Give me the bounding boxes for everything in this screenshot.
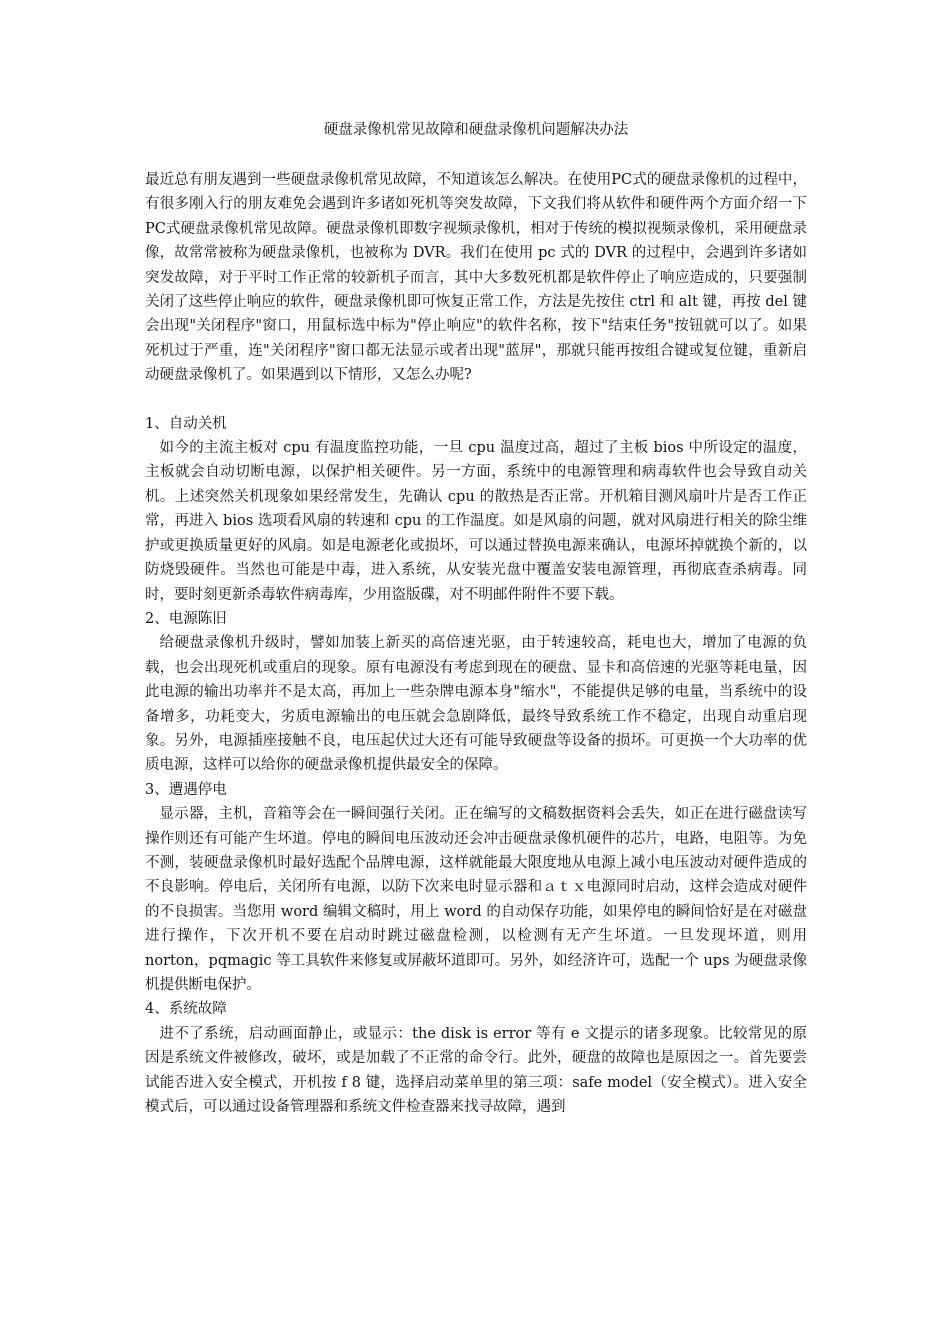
section-heading: 3、遭遇停电 bbox=[145, 781, 227, 798]
section-power-outage bbox=[145, 778, 807, 998]
section-heading: 1、自动关机 bbox=[145, 415, 227, 432]
section-body: 显示器，主机，音箱等会在一瞬间强行关闭。正在编写的文稿数据资料会丢失，如正在进行磁盘读写操作则还有可能产生坏道。停电的瞬间电压波动还会冲击硬盘录像机硬件的芯片，电路，电阻等。为免不测，装硬盘录像机时最好选配个品牌电源，这样就能最大限度地从电源上减小电压波动对硬件造成的不良影响。停电后，关闭所有电源，以防下次来电时显示器和ａｔｘ电源同时启动，这样会造成对硬件的不良损害。当您用 word 编辑文稿时，用上 word 的自动保存功能，如果停电的瞬间恰好是在对磁盘进行操作，下次开机不要在启动时跳过磁盘检测，以检测有无产生坏道。一旦发现坏道，则用 norton，pqmagic 等工具软件来修复或屏蔽坏道即可。另外，如经济许可，选配一个 ups 为硬盘录像机提供断电保护。 bbox=[145, 806, 807, 993]
section-body: 给硬盘录像机升级时，譬如加装上新买的高倍速光驱，由于转速较高，耗电也大，增加了电源的负载，也会出现死机或重启的现象。原有电源没有考虑到现在的硬盘、显卡和高倍速的光驱等耗电量，因此电源的输出功率并不是太高，再加上一些杂牌电源本身"缩水"，不能提供足够的电量，当系统中的设备增多，功耗变大，劣质电源输出的电压就会急剧降低，最终导致系统工作不稳定，出现自动重启现象。另外，电源插座接触不良，电压起伏过大还有可能导致硬盘等设备的损坏。可更换一个大功率的优质电源，这样可以给你的硬盘录像机提供最安全的保障。 bbox=[145, 635, 807, 774]
section-auto-shutdown bbox=[145, 412, 807, 607]
section-heading: 2、电源陈旧 bbox=[145, 610, 227, 627]
section-heading: 4、系统故障 bbox=[145, 1001, 227, 1018]
section-body: 进不了系统，启动画面静止，或显示：the disk is error 等有 e 文提示的诸多现象。比较常见的原因是系统文件被修改，破坏，或是加载了不正常的命令行。此外，硬盘的故障也是原因之一。首先要尝试能否进入安全模式，开机按 f 8 键，选择启动菜单里的第三项：safe model（安全模式）。进入安全模式后，可以通过设备管理器和系统文件检查器来找寻故障，遇到 bbox=[145, 1025, 807, 1116]
intro-paragraph: 最近总有朋友遇到一些硬盘录像机常见故障，不知道该怎么解决。在使用PC式的硬盘录像机的过程中，有很多刚入行的朋友难免会遇到许多诸如死机等突发故障，下文我们将从软件和硬件两个方面介绍一下PC式硬盘录像机常见故障。硬盘录像机即数字视频录像机，相对于传统的模拟视频录像机，采用硬盘录像，故常常被称为硬盘录像机，也被称为 DVR。我们在使用 pc 式的 DVR 的过程中，会遇到许多诸如突发故障，对于平时工作正常的较新机子而言，其中大多数死机都是软件停止了响应造成的，只要强制关闭了这些停止响应的软件，硬盘录像机即可恢复正常工作，方法是先按住 ctrl 和 alt 键，再按 del 键会出现"关闭程序"窗口，用鼠标选中标为"停止响应"的软件名称，按下"结束任务"按钮就可以了。如果死机过于严重，连"关闭程序"窗口都无法显示或者出现"蓝屏"，那就只能再按组合键或复位键，重新启动硬盘录像机了。如果遇到以下情形，又怎么办呢? bbox=[145, 172, 807, 384]
document-page bbox=[145, 118, 807, 1119]
section-body: 如今的主流主板对 cpu 有温度监控功能，一旦 cpu 温度过高，超过了主板 bios 中所设定的温度，主板就会自动切断电源，以保护相关硬件。另一方面，系统中的电源管理和病毒软件也会导致自动关机。上述突然关机现象如果经常发生，先确认 cpu 的散热是否正常。开机箱目测风扇叶片是否工作正常，再进入 bios 选项看风扇的转速和 cpu 的工作温度。如是风扇的问题，就对风扇进行相关的除尘维护或更换质量更好的风扇。如是电源老化或损坏，可以通过替换电源来确认，电源坏掉就换个新的，以防烧毁硬件。当然也可能是中毒，进入系统，从安装光盘中覆盖安装电源管理，再彻底查杀病毒。同时，要时刻更新杀毒软件病毒库，少用盗版碟，对不明邮件附件不要下载。 bbox=[145, 440, 807, 603]
section-system-failure bbox=[145, 997, 807, 1119]
section-old-power-supply bbox=[145, 607, 807, 778]
document-title: 硬盘录像机常见故障和硬盘录像机问题解决办法 bbox=[323, 122, 629, 138]
